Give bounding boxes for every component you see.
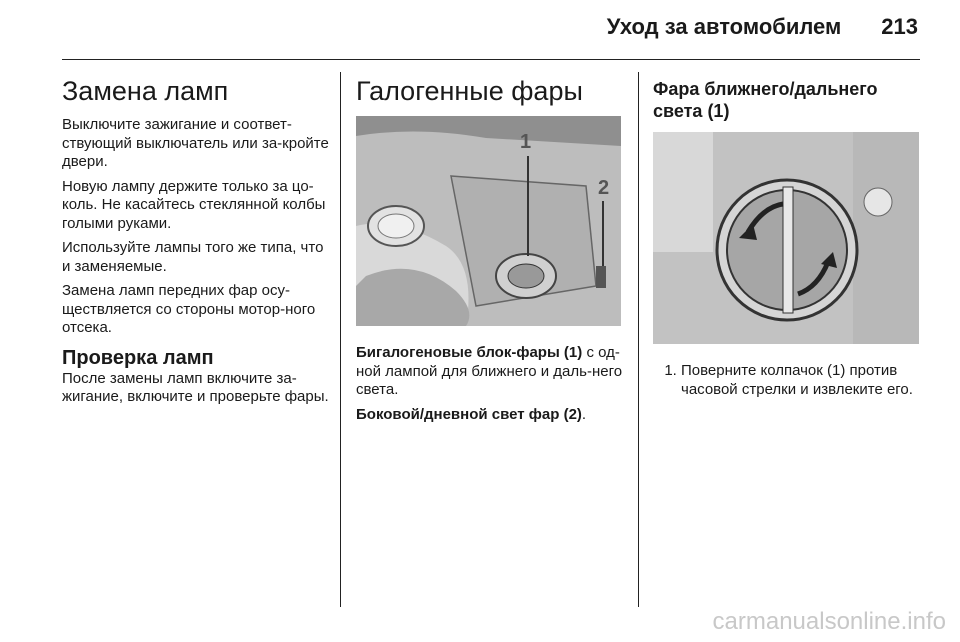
paragraph: Новую лампу держите только за цо-коль. Не касайтесь стеклянной колбы голыми руками. [62,177,326,232]
caption-bold: Боковой/дневной свет фар (2) [356,405,582,423]
section-heading: Галогенные фары [356,76,583,106]
paragraph: Используйте лампы того же типа, что и заменяемые. [62,239,324,275]
callout-label: 1 [520,131,532,153]
subheading: Фара ближнего/дальнего света (1) [653,79,878,121]
caption-text: . [581,405,587,423]
cap-photo [653,132,919,344]
headlight-photo [356,116,621,326]
subheading: Проверка ламп [62,346,214,369]
callout-label: 2 [598,177,610,199]
column-divider [340,72,341,607]
caption-bold: Бигалогеновые блок-фары (1) [356,344,583,361]
page-number: 213 [881,14,918,39]
section-heading: Замена ламп [62,76,229,106]
page-header [607,14,918,40]
headlight-cap-illustration [653,132,919,344]
instruction-step: 1. Поверните колпачок (1) против часовой стрелки и извлеките его. [681,362,928,399]
column-lamp-replacement [62,68,330,413]
engine-bay-illustration [356,116,621,326]
section-title: Уход за автомобилем [606,14,842,39]
caption-text: с од-ной лампой для ближнего и даль-него света. [356,344,623,398]
watermark: carmanualsonline.info [712,608,946,635]
caption [356,406,626,425]
caption [356,344,626,400]
column-halogen-headlights [356,68,626,430]
header-divider [62,59,920,60]
paragraph: Выключите зажигание и соответ-ствующий выключатель или за-кройте двери. [62,116,329,170]
paragraph: После замены ламп включите за-жигание, включите и проверьте фары. [62,369,329,405]
column-divider [638,72,639,607]
column-low-high-beam [653,68,928,399]
instruction-steps [653,362,928,399]
paragraph: Замена ламп передних фар осу-ществляется со стороны мотор-ного отсека. [62,282,316,336]
